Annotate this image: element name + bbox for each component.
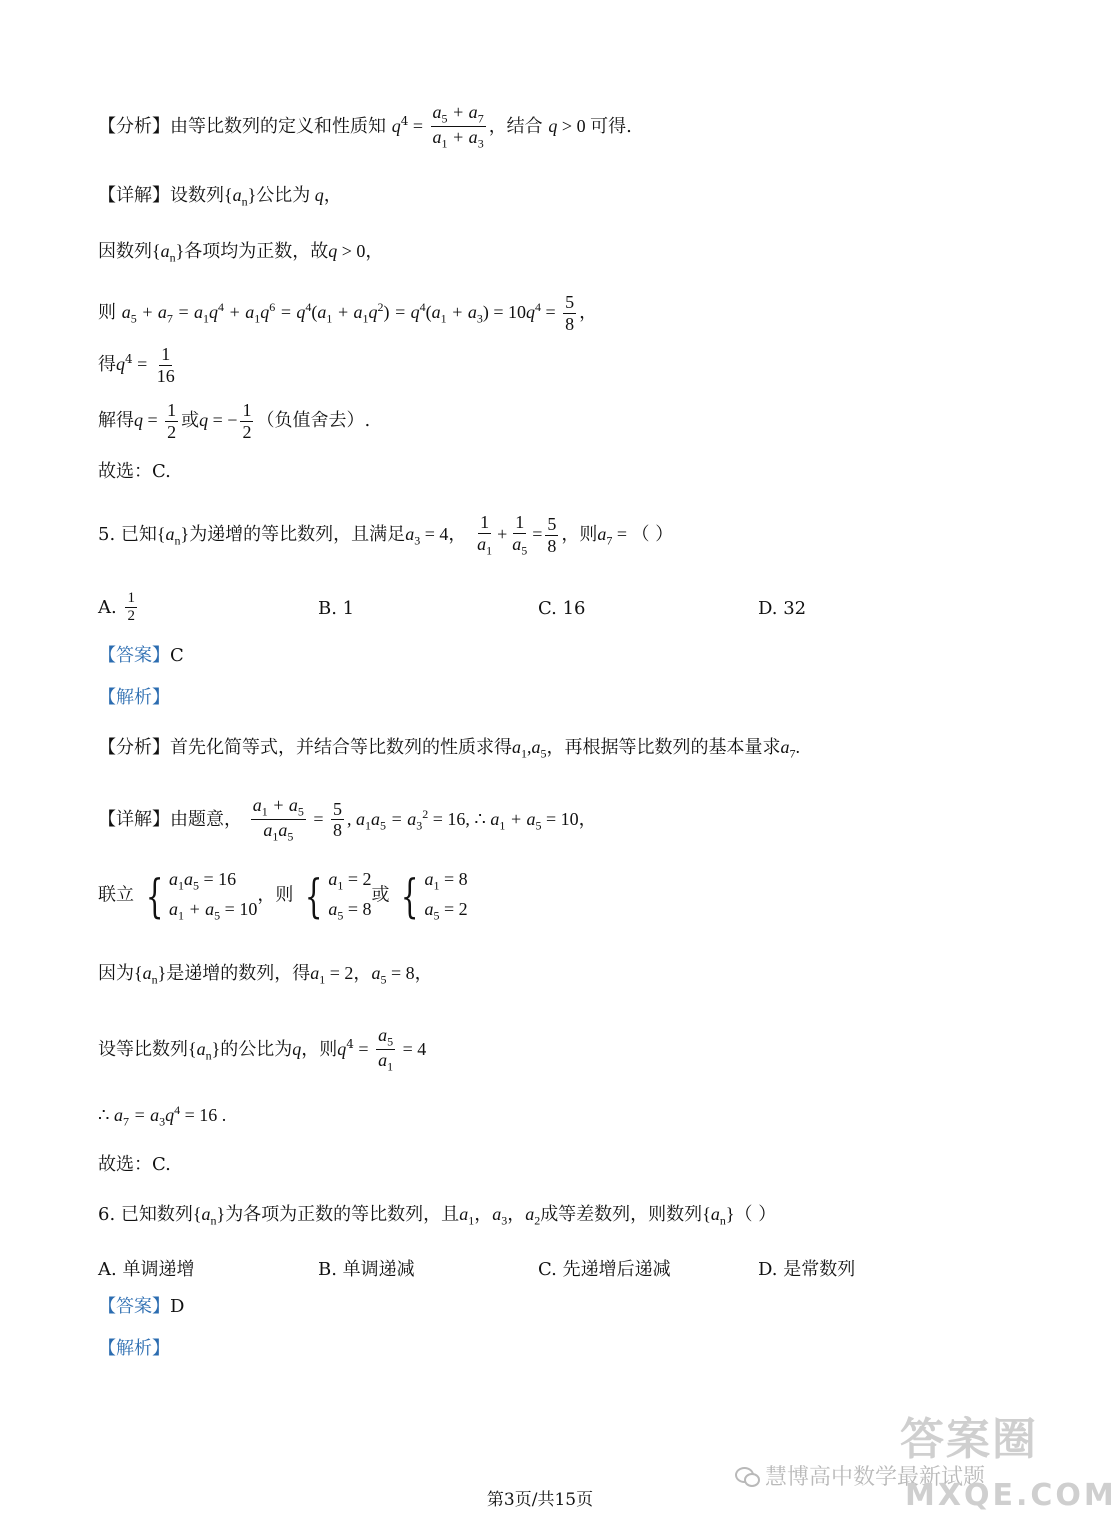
- page-footer: 第3页/共15页: [486, 1490, 594, 1510]
- analysis-tag: 【分析】: [98, 115, 170, 137]
- option-b: B. 单调递减: [318, 1259, 415, 1280]
- q5-detail-line: 【详解】由题意， $\frac{a_1 + a_5}{a_1a_5}$ = $\frac{5}{8}$ , $a_1a_5 = a_3^2 = 16$, ∴ $a_1 + a_5 = 10$，: [98, 795, 597, 844]
- increasing-line: 因为$\{a_n\}$是递增的数列，得$a_1 = 2$，$a_5 = 8$，: [98, 963, 433, 987]
- solve-line: 解得q = $\frac{1}{2}$ 或q = − $\frac{1}{2}$ （负值舍去）.: [98, 400, 371, 442]
- watermark-site: MXQE.COM: [905, 1478, 1117, 1513]
- fraction: $\frac{a_5 + a_7}{a_1 + a_3}$: [432, 102, 484, 151]
- fraction: $\frac{1}{a_1}$: [477, 512, 493, 558]
- fraction: $\frac{5}{8}$: [333, 798, 343, 841]
- option-d: D. 32: [758, 598, 807, 619]
- question-5-stem: 5. 已知$\{a_n\}$为递增的等比数列，且满足$a_3 = 4$， $\frac{1}{a_1}$ + $\frac{1}{a_5}$ = $\frac{5}{8}$ ，则$a_7$ = （ ）: [98, 512, 674, 558]
- jiexi-tag: 【解析】: [98, 687, 170, 708]
- fraction: $\frac{1}{2}$: [242, 400, 252, 442]
- answer-tag: 【答案】: [98, 645, 170, 666]
- option-b: B. 1: [318, 598, 355, 619]
- option-a: A. $\frac{1}{2}$: [98, 590, 135, 625]
- option-c: C. 先递增后递减: [538, 1259, 671, 1280]
- q6-answer-line: 【答案】D: [98, 1296, 185, 1317]
- question-6-options: [98, 1255, 978, 1281]
- fraction: $\frac{a_5}{a_1}$: [378, 1025, 394, 1074]
- q6-jiexi-tag: 【解析】: [98, 1338, 170, 1359]
- fraction: $\frac{1}{2}$: [167, 400, 177, 442]
- answer-value: C: [170, 645, 184, 666]
- fraction: $\frac{1}{2}$: [127, 590, 135, 625]
- system-line: 联立 { $a_1a_5 = 16$ $a_1 + a_5 = 10$ ，则 { $a_1 = 2$ $a_5 = 8$ 或 { $a_1 = 8$ $a_5 = 2$: [98, 868, 468, 923]
- fraction: $\frac{1}{16}$: [156, 344, 175, 386]
- q5-choose-line: 故选：C.: [98, 1154, 171, 1175]
- equation-line: 则 $a_5 + a_7 = a_1q^4 + a_1q^6 = q^4(a_1 + a_1q^2) = q^4(a_1 + a_3) = 10q^4$ = $\frac{5}{8}$ ，: [98, 292, 598, 334]
- fraction: $\frac{a_1 + a_5}{a_1a_5}$: [252, 795, 304, 844]
- question-5-options: [98, 590, 978, 626]
- analysis-text: 由等比数列的定义和性质知: [170, 115, 386, 137]
- detail-tag: 【详解】: [98, 185, 170, 206]
- watermark-account: 慧博高中数学最新试题: [735, 1460, 985, 1491]
- option-d: D. 是常数列: [758, 1259, 856, 1280]
- question-6-stem: 6. 已知数列$\{a_n\}$为各项为正数的等比数列，且$a_1$，$a_3$，$a_2$成等差数列，则数列$\{a_n\}$（ ）: [98, 1204, 777, 1228]
- equation-system: { $a_1 = 8$ $a_5 = 2$: [401, 868, 468, 923]
- fraction: $\frac{5}{8}$: [565, 292, 575, 334]
- equation-system: { $a_1 = 2$ $a_5 = 8$: [304, 868, 372, 923]
- choose-line: 故选：C.: [98, 461, 171, 482]
- watermark-logo: 答案圈: [900, 1414, 1038, 1465]
- wechat-icon: [735, 1467, 759, 1485]
- detail-line: 【详解】设数列$\{a_n\}$公比为 q，: [98, 185, 342, 209]
- fraction: $\frac{5}{8}$: [547, 513, 557, 556]
- option-a: A. 单调递增: [98, 1259, 195, 1280]
- q5-analysis-line: 【分析】首先化简等式，并结合等比数列的性质求得$a_1,a_5$，再根据等比数列的基本量求$a_7$.: [98, 737, 800, 761]
- because-line: 因数列$\{a_n\}$各项均为正数，故q > 0，: [98, 241, 384, 265]
- ratio-line: 设等比数列$\{a_n\}$的公比为q，则$q^4$ = $\frac{a_5}{a_1}$ = 4: [98, 1025, 427, 1074]
- option-c: C. 16: [538, 598, 586, 619]
- answer-line: [98, 647, 184, 665]
- analysis-line: 【分析】由等比数列的定义和性质知 $q^4$ = $\frac{a_5 + a_7}{a_1 + a_3}$ ，结合 q > 0 可得.: [98, 102, 632, 151]
- fraction: $\frac{1}{a_5}$: [512, 512, 528, 558]
- equation-system: { $a_1a_5 = 16$ $a_1 + a_5 = 10$: [145, 868, 258, 923]
- therefore-line: ∴ $a_7 = a_3q^4 = 16$ .: [98, 1103, 227, 1129]
- get-line: 得$q^4$ = $\frac{1}{16}$: [98, 344, 175, 386]
